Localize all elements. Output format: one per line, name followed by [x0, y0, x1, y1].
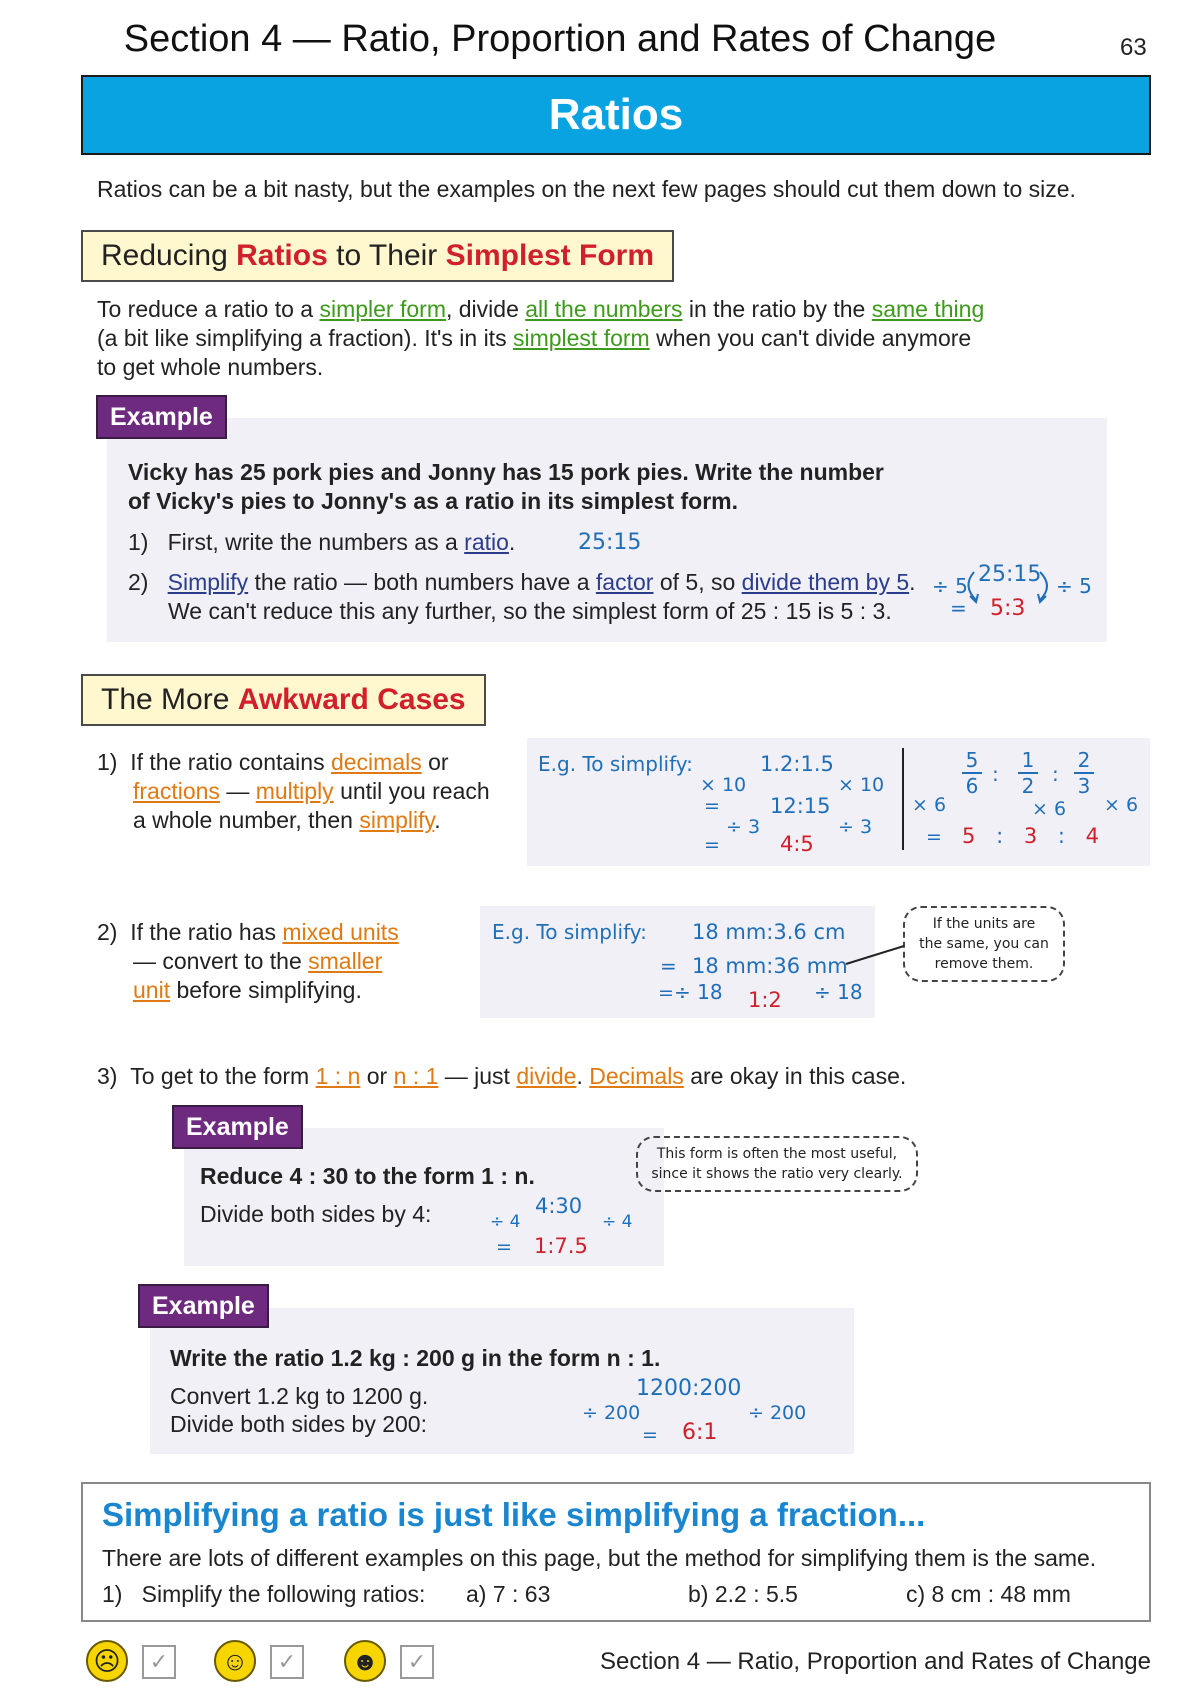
numerator: 5: [965, 748, 979, 772]
equals-sign: =: [658, 982, 674, 1004]
key-term: simplify: [359, 807, 435, 833]
fraction: [962, 748, 982, 798]
result-part: :: [996, 824, 1004, 848]
key-term: unit: [133, 977, 171, 1003]
note-line: If the units are: [932, 916, 1036, 932]
mult-label: × 10: [838, 774, 885, 796]
result-part: :: [1057, 824, 1065, 848]
work-result: 5:3: [990, 596, 1026, 621]
checkbox-tick-icon[interactable]: ✓: [400, 1645, 434, 1679]
note-line: remove them.: [934, 956, 1034, 972]
work-ratio: 18 mm:3.6 cm: [692, 920, 846, 944]
checkbox-tick-icon[interactable]: ✓: [270, 1645, 304, 1679]
text: in the ratio by the: [682, 296, 872, 322]
text: If the ratio has: [130, 919, 283, 945]
step-num: 1): [97, 749, 118, 775]
banner-title: Ratios: [548, 90, 684, 139]
work-result: 4:5: [780, 832, 814, 856]
text: , divide: [445, 296, 526, 322]
mult-label: × 6: [912, 794, 947, 816]
text: a whole number, then: [133, 807, 360, 833]
key-term: Decimals: [589, 1063, 684, 1089]
text: (a bit like simplifying a fraction). It's in its: [97, 325, 513, 351]
section-title: Section 4 — Ratio, Proportion and Rates of Change: [123, 18, 997, 60]
colon: :: [992, 762, 999, 786]
case2-text: [97, 918, 457, 1005]
example3-question: Write the ratio 1.2 kg : 200 g in the form n : 1.: [170, 1345, 661, 1371]
work-ratio: 4:30: [535, 1194, 583, 1218]
footer-section: Section 4 — Ratio, Proportion and Rates of Change: [600, 1648, 1151, 1675]
work-ratio: 25:15: [978, 562, 1042, 587]
example-label: Example: [96, 395, 227, 439]
text: —: [219, 778, 256, 804]
example1-ratio: 25:15: [578, 530, 642, 555]
step-num: 1): [128, 529, 149, 555]
work-ratio: 12:15: [770, 794, 831, 818]
example1-step2: [128, 568, 928, 626]
heading-highlight: Ratios: [236, 239, 328, 272]
page-number: 63: [1120, 34, 1147, 61]
text: Simplify the following ratios:: [141, 1581, 426, 1607]
key-term: mixed units: [282, 919, 399, 945]
denominator: 3: [1074, 772, 1094, 798]
equals-sign: =: [926, 826, 942, 848]
text: To get to the form: [130, 1063, 316, 1089]
step-num: 2): [128, 569, 149, 595]
question-line: Vicky has 25 pork pies and Jonny has 15 pork pies. Write the number: [128, 459, 884, 485]
example1-question: [128, 458, 908, 516]
text: .: [434, 807, 441, 833]
heading-awkward: [81, 674, 486, 726]
key-term: ratio: [464, 529, 509, 555]
arrows-icon: [960, 566, 1070, 616]
result-part: 5: [962, 824, 976, 848]
work-ratio: 1.2:1.5: [760, 752, 834, 776]
text: the ratio — both numbers have a: [248, 569, 596, 595]
work-ratio: 1200:200: [636, 1376, 742, 1401]
question-line: of Vicky's pies to Jonny's as a ratio in its simplest form.: [128, 488, 738, 514]
key-term: fractions: [133, 778, 220, 804]
key-term: decimals: [330, 749, 422, 775]
div-label: ÷ 4: [602, 1212, 633, 1232]
key-term: all the numbers: [525, 296, 683, 322]
text: — just: [438, 1063, 517, 1089]
fraction-result: [962, 824, 1099, 848]
heading-highlight: Simplest Form: [445, 239, 654, 272]
div-label: ÷ 4: [490, 1212, 521, 1232]
text: If the ratio contains: [130, 749, 331, 775]
text: are okay in this case.: [683, 1063, 907, 1089]
mult-label: × 6: [1104, 794, 1139, 816]
key-term: multiply: [255, 778, 334, 804]
fraction: [1018, 748, 1038, 798]
div-label: ÷ 200: [582, 1402, 641, 1424]
note-line: since it shows the ratio very clearly.: [651, 1166, 903, 1182]
div-label: ÷ 3: [838, 816, 873, 838]
checkbox-tick-icon[interactable]: ✓: [142, 1645, 176, 1679]
heading-part: The More: [101, 683, 238, 716]
key-term: 1 : n: [315, 1063, 361, 1089]
heading-part: to Their: [327, 239, 446, 272]
div-label: ÷ 200: [748, 1402, 807, 1424]
work-result: 1:7.5: [534, 1234, 588, 1258]
colon: :: [1052, 762, 1059, 786]
summary-title: Simplifying a ratio is just like simplifying a fraction...: [102, 1496, 926, 1533]
eg-label: E.g. To simplify:: [538, 752, 693, 776]
text: We can't reduce this any further, so the simplest form of 25 : 15 is 5 : 3.: [168, 598, 892, 624]
summary-question: [102, 1580, 1122, 1609]
text: .: [508, 529, 516, 555]
equals-sign: =: [950, 596, 967, 620]
text: — convert to the: [133, 948, 309, 974]
text: or: [421, 749, 449, 775]
question-c: c) 8 cm : 48 mm: [906, 1581, 1071, 1607]
key-term: divide them by 5: [741, 569, 910, 595]
note-line: the same, you can: [919, 936, 1049, 952]
form-note: [636, 1136, 918, 1192]
heading-part: Reducing: [101, 239, 237, 272]
numerator: 1: [1021, 748, 1035, 772]
work-ratio: 18 mm:36 mm: [692, 954, 848, 978]
text: of 5, so: [653, 569, 742, 595]
units-note: [903, 906, 1065, 982]
step-num: 3): [97, 1063, 118, 1089]
neutral-face-icon[interactable]: ☺: [214, 1640, 256, 1682]
div-label: ÷ 5: [1056, 574, 1092, 598]
heading-highlight: Awkward Cases: [237, 683, 466, 716]
example2-question: Reduce 4 : 30 to the form 1 : n.: [200, 1163, 535, 1189]
summary-body: There are lots of different examples on this page, but the method for simplifying them is the same.: [102, 1545, 1097, 1571]
example-label: Example: [138, 1284, 269, 1328]
equals-sign: =: [704, 795, 720, 817]
pointer-line-icon: [840, 942, 910, 972]
result-part: 4: [1085, 824, 1100, 848]
work-result: 6:1: [682, 1420, 718, 1445]
step-num: 2): [97, 919, 118, 945]
work-result: 1:2: [748, 988, 782, 1012]
text: to get whole numbers.: [97, 354, 324, 380]
div-label: ÷ 3: [726, 816, 761, 838]
reducing-body: [97, 295, 1057, 382]
key-term: simpler form: [319, 296, 446, 322]
question-b: b) 2.2 : 5.5: [688, 1581, 798, 1607]
text: until you reach: [333, 778, 490, 804]
equals-sign: =: [496, 1236, 512, 1258]
example1-step1: [128, 528, 515, 557]
mult-label: × 10: [700, 774, 747, 796]
title-banner: [81, 75, 1151, 155]
text: when you can't divide anymore: [649, 325, 972, 351]
question-a: a) 7 : 63: [466, 1581, 551, 1607]
div-label: ÷ 18: [674, 980, 723, 1004]
key-term: simplest form: [512, 325, 650, 351]
key-term: same thing: [871, 296, 985, 322]
eg-label: E.g. To simplify:: [492, 920, 647, 944]
div-label: ÷ 18: [814, 980, 863, 1004]
text: before simplifying.: [170, 977, 362, 1003]
mult-label: × 6: [1032, 798, 1067, 820]
example3-line1: Convert 1.2 kg to 1200 g.: [170, 1383, 429, 1409]
equals-sign: =: [660, 954, 677, 978]
intro-text: Ratios can be a bit nasty, but the examples on the next few pages should cut them down to size.: [97, 176, 1076, 202]
div-label: ÷ 5: [932, 574, 968, 598]
key-term: smaller: [308, 948, 383, 974]
text: To reduce a ratio to a: [97, 296, 320, 322]
example-label: Example: [172, 1105, 303, 1149]
heading-reducing: [81, 230, 674, 282]
key-term: Simplify: [167, 569, 249, 595]
example2-line: Divide both sides by 4:: [200, 1201, 432, 1227]
case1-text: [97, 748, 527, 835]
sad-face-icon[interactable]: ☹: [86, 1640, 128, 1682]
text: First, write the numbers as a: [167, 529, 465, 555]
case3-text: [97, 1062, 906, 1091]
key-term: n : 1: [393, 1063, 439, 1089]
note-line: This form is often the most useful,: [656, 1146, 898, 1162]
happy-face-icon[interactable]: ☻: [344, 1640, 386, 1682]
denominator: 2: [1018, 772, 1038, 798]
text: or: [360, 1063, 394, 1089]
example3-line2: Divide both sides by 200:: [170, 1411, 427, 1437]
key-term: factor: [595, 569, 654, 595]
text: .: [909, 569, 916, 595]
step-num: 1): [102, 1581, 123, 1607]
result-part: 3: [1023, 824, 1038, 848]
text: .: [576, 1063, 590, 1089]
divider: [902, 748, 904, 850]
fraction: [1074, 748, 1094, 798]
numerator: 2: [1077, 748, 1091, 772]
equals-sign: =: [704, 834, 720, 856]
equals-sign: =: [642, 1424, 658, 1446]
denominator: 6: [962, 772, 982, 798]
key-term: divide: [516, 1063, 577, 1089]
